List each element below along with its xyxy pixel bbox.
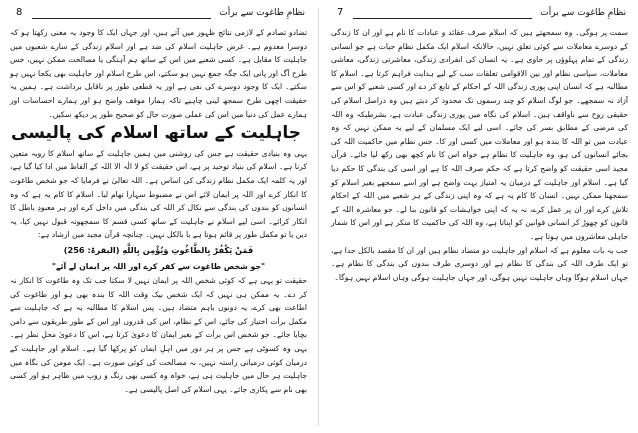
running-title: نظامِ طاغوت سے برأت xyxy=(540,8,626,18)
page-body xyxy=(6,24,311,396)
book-spine xyxy=(318,8,319,426)
paragraph: جب یہ بات معلوم ہے کہ اسلام اور جاہلیت دو متضاد نظام ہیں اور ان کا مقصد بالکل جدا ہے، تو ایک طرف اللہ کی بندگی کا نظام ہے اور دوسری طرف بندوں کی بندگی کا نظام ہے۔ جہاں اسلام ہوگا وہاں جاہلیت نہیں ہوگی، اور جہاں جاہلیت ہوگی وہاں اسلام نہیں ہوگا۔ xyxy=(331,245,628,282)
right-page xyxy=(327,6,632,430)
paragraph: سمت پر ہوگی۔ وہ سمجھتے ہیں کہ اسلام صرف عقائد و عبادات کا نام ہے اور ان کا زندگی کے دوسرے معاملات سے کوئی تعلق نہیں، حالانکہ اسلام ایک مکمل نظامِ حیات ہے جو انسانی زندگی کے تمام پہلوؤں پر حاوی ہے۔ یہ انسان کی انفرادی زندگی، معاشرتی زندگی، معاشی معاملات، سیاسی نظام اور بین الاقوامی تعلقات سب کے لیے ہدایت فراہم کرتا ہے۔ اسلام کا مطالبہ ہے کہ انسان اپنی پوری زندگی اللہ کے احکام کے تابع کر دے اور کسی شعبے کو اس سے آزاد نہ سمجھے۔ جو لوگ اسلام کو چند رسموں تک محدود کر دیتے ہیں وہ دراصل اسلام کی حقیقی روح سے ناواقف ہیں۔ اسلام کی نگاہ میں پوری زندگی عبادت ہے، بشرطیکہ وہ اللہ کی مرضی کے مطابق بسر کی جائے۔ اسی لیے ایک مسلمان کے لیے یہ ممکن نہیں کہ وہ عبادت میں تو اللہ کا بندہ ہو اور معاملات میں کسی اور کا۔ جس نظام میں حاکمیت اللہ کی بجائے انسانوں کی ہو، وہ جاہلیت کا نظام ہے خواہ اس کا نام کچھ بھی رکھ لیا جائے۔ قرآن مجید اسی حقیقت کو واضح کرتا ہے کہ حکم صرف اللہ کا ہے اور اسی کی بندگی کا حکم دیا گیا ہے۔ اسلام اور جاہلیت کے درمیان یہ امتیاز بہت واضح ہے اور اسے سمجھے بغیر اسلام کو سمجھنا ممکن نہیں۔ انسان کا کام یہ ہے کہ وہ اپنی زندگی کے ہر شعبے میں اللہ کے احکام تلاش کرے اور ان پر عمل کرے، نہ یہ کہ اپنی خواہشات کو قانون بنا لے۔ جو معاشرہ اللہ کے قانون کو چھوڑ کر انسانی قوانین کو اپناتا ہے، وہ اللہ کی حاکمیت کا منکر ہے اور اس کا شمار جاہلی معاشروں میں ہوتا ہے۔ xyxy=(331,28,628,241)
paragraph: حقیقت تو یہی ہے کہ کوئی شخص اللہ پر ایمان نہیں لا سکتا جب تک وہ طاغوت کا انکار نہ کر دے۔ یہ ممکن ہی نہیں کہ ایک شخص بیک وقت اللہ کا بندہ بھی ہو اور طاغوت کی اطاعت بھی کرے، یہ دونوں باہم متضاد ہیں۔ پس اسلام کا مطالبہ یہ ہے کہ جاہلیت سے مکمل برأت اختیار کی جائے، اس کے نظام، اس کی قدروں اور اس کے طور طریقوں سے دامن بچایا جائے۔ جو شخص اس برأت کے بغیر ایمان کا دعویٰ کرتا ہے، اس کا دعویٰ محلِ نظر ہے۔ یہی وہ کسوٹی ہے جس پر ہر دور میں اہلِ ایمان کو پرکھا گیا ہے۔ اسلام اور جاہلیت کے درمیان کوئی درمیانی راستہ نہیں، نہ مصالحت کی کوئی صورت ہے۔ ایک مومن کی نگاہ میں جاہلیت ہر حال میں جاہلیت ہی ہے، خواہ وہ کسی بھی رنگ و روپ میں ظاہر ہو اور کسی بھی نام سے پکاری جائے۔ یہی اسلام کی اصل پالیسی ہے۔ xyxy=(10,276,307,394)
paragraph: یہی وہ بنیادی حقیقت ہے جس کی روشنی میں ہمیں جاہلیت کے ساتھ اسلام کا رویہ متعین کرنا ہے۔ اسلام کی بنیاد توحید پر ہے، اس حقیقت کو لا الٰہ الا اللہ کے الفاظ میں ادا کیا گیا ہے، اور یہ کلمہ ایک مکمل نظام زندگی کی اساس ہے۔ اللہ تعالیٰ نے فرمایا کہ جو شخص طاغوت کا انکار کرے اور اللہ پر ایمان لائے اس نے مضبوط سہارا تھام لیا۔ اسلام کا کام یہ ہے کہ وہ انسانوں کو بندوں کی بندگی سے نکال کر اللہ کی بندگی میں داخل کرے اور ہر معبودِ باطل کا انکار کرائے۔ اسی لیے اسلام نے جاہلیت کے ساتھ کسی قسم کا سمجھوتہ قبول نہیں کیا، یہ دین یا تو مکمل طور پر قائم ہوتا ہے یا بالکل نہیں۔ چنانچہ قرآن مجید میں ارشاد ہے: xyxy=(10,148,307,240)
page-header xyxy=(6,6,311,24)
quran-verse: فَمَنْ يَكْفُرْ بِالطَّاغُوتِ وَيُؤْمِن بِاللَّهِ (البقرۃ: 256) xyxy=(63,244,254,255)
left-page xyxy=(6,6,311,430)
page-number: 7 xyxy=(337,7,344,18)
page-header xyxy=(327,6,632,24)
running-title: نظامِ طاغوت سے برأت xyxy=(219,8,305,18)
page-body xyxy=(327,24,632,284)
header-rule xyxy=(353,18,532,19)
verse-translation: "جو شخص طاغوت سے کفر کرے اور اللہ پر ایمان لے آئے" xyxy=(51,261,266,271)
page-number: 8 xyxy=(16,7,23,18)
paragraph: تضادو تصادم کے لازمی نتائج ظہور میں آتے ہیں، اور جہاں ایک کا وجود یہ معنی رکھتا ہو کہ دوسرا معدوم ہے۔ غرض جاہلیت اسلام کی ضد ہے اور اسلام زندگی کے سارے شعبوں میں جاہلیت کا مقابل ہے۔ کسی شعبے میں اس کے ساتھ ہم آہنگی یا مصالحت ممکن نہیں، جس طرح آگ اور پانی ایک جگہ جمع نہیں ہو سکتے، اس طرح اسلام اور جاہلیت بھی یکجا نہیں ہو سکتے۔ ایک کا وجود دوسرے کی نفی ہے اور یہ قطعی طور پر ناقابل برداشت ہے۔ ہمیں یہ حقیقت اچھی طرح سمجھ لینی چاہیے تاکہ ہمارا موقف واضح ہو اور ہمارے احساسات اور ہمارے عمل کی دنیا میں اس کی عملی صورت حال کو صحیح طور پر دیکھ سکیں۔ xyxy=(10,28,307,119)
section-heading: جاہلیت کے ساتھ اسلام کی پالیسی xyxy=(11,123,301,144)
header-rule xyxy=(32,18,211,19)
